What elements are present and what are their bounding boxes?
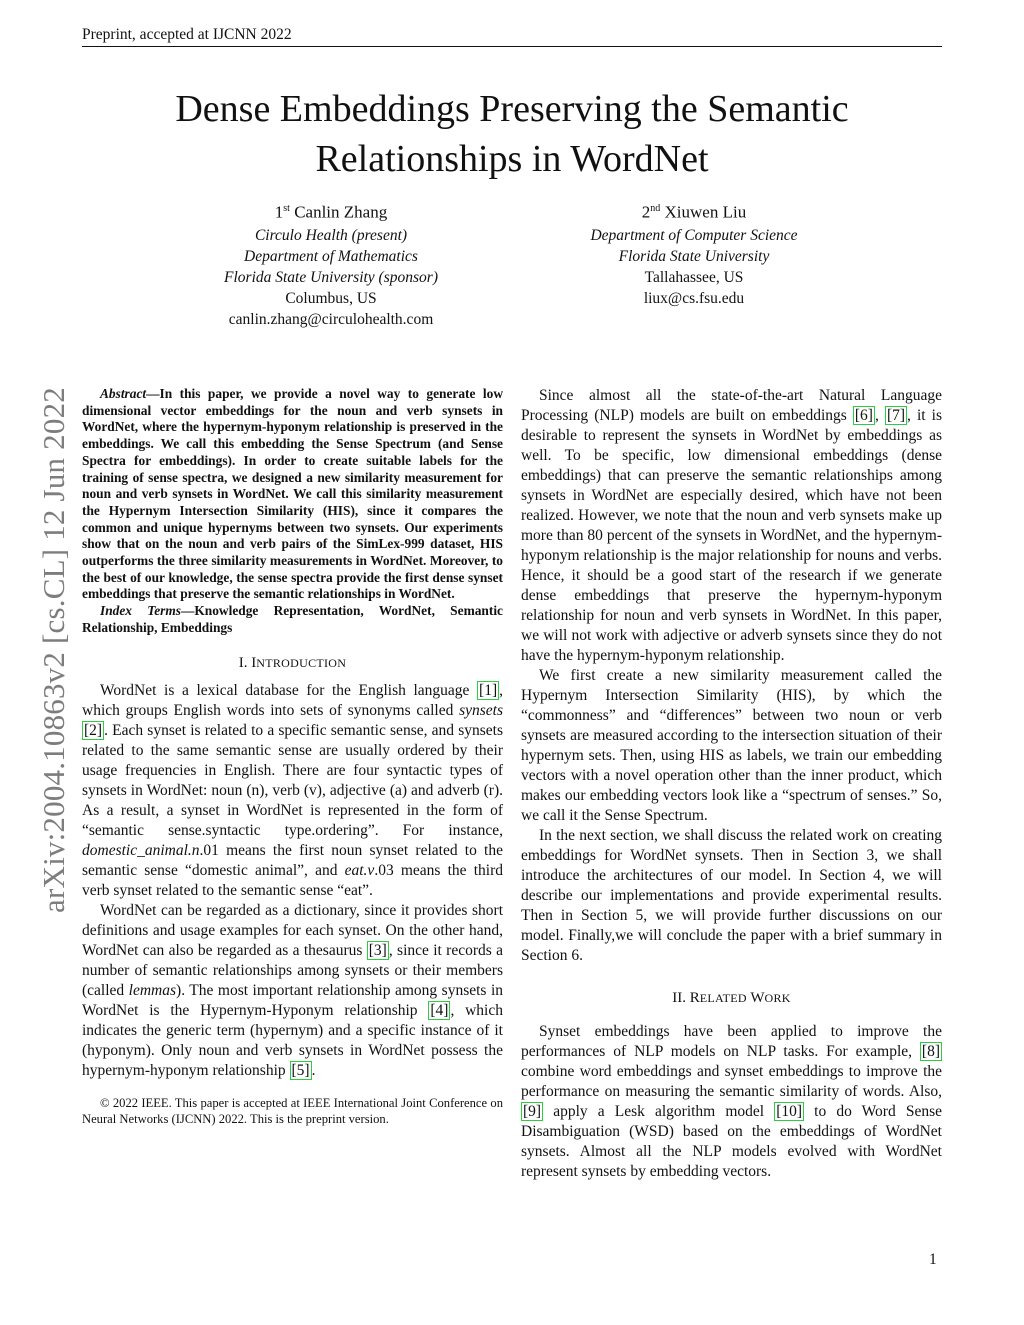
page-number: 1 (929, 1251, 937, 1268)
author-affiliation: Circulo Health (present) (254, 226, 408, 244)
citation-link[interactable]: [10] (776, 1103, 803, 1120)
author-location: Tallahassee, US (644, 268, 744, 286)
right-column (521, 386, 942, 1182)
author-location: Columbus, US (285, 289, 377, 307)
paper-title (0, 84, 1024, 184)
citation-link[interactable]: [5] (291, 1061, 310, 1079)
right-paragraph-3: In the next section, we shall discuss the related work on creating embeddings for WordNet synsets. Then in Section 3, we shall introduce the architectures of our model. In Section 4, we will describe our implementations and provide experimental results. Then in Section 5, we will provide further discussions on our model. Finally,we will conclude the paper with a brief summary in Section 6. (521, 827, 942, 964)
author-name: 1st Canlin Zhang (274, 202, 388, 222)
author-block-2 (529, 198, 859, 309)
title-line-1: Dense Embeddings Preserving the Semantic (175, 88, 849, 130)
citation-link[interactable]: [6] (854, 407, 873, 424)
citation-link[interactable]: [7] (886, 407, 906, 424)
author-block-1 (166, 198, 496, 330)
intro-paragraph-2: WordNet can be regarded as a dictionary, since it provides short definitions and usage examples for each synset. On the other hand, WordNet can also be regarded as a thesaurus [3] , since it records a number of semantic relationships among synsets or their members (called lemmas). The most important relationship among synsets in WordNet is the Hypernym-Hyponym relationship [4] , which indicates the generic term (hypernym) and a specific instance of it (hyponym). Only noun and verb synsets in WordNet possess the hypernym-hyponym relationship [5] . (82, 901, 503, 1079)
left-column (82, 386, 503, 1127)
title-line-2: Relationships in WordNet (315, 138, 709, 180)
citation-link[interactable]: [4] (430, 1001, 449, 1019)
section-heading-related-work: II. RELATED WORK (672, 990, 791, 1006)
right-paragraph-2: We first create a new similarity measurement called the Hypernym Intersection Similarity (HIS), by which the “commonness” and “differences” between two noun or verb synsets are measured according to the intersection situation of their hypernym sets. Then, using HIS as labels, we train our embedding vectors with a novel operation other than the inner product, which makes our embedding vectors look like a “spectrum of senses.” So, we call it the Sense Spectrum. (521, 667, 942, 824)
running-header: Preprint, accepted at IJCNN 2022 (82, 26, 292, 43)
arxiv-stamp: arXiv:2004.10863v2 [cs.CL] 12 Jun 2022 (36, 387, 71, 913)
author-affiliation: Florida State University (618, 247, 770, 265)
citation-link[interactable]: [2] (84, 721, 103, 739)
related-work-paragraph: Synset embeddings have been applied to improve the performances of NLP models on NLP tasks. For example, [8] combine word embeddings and synset embeddings to improve the performance on measuring the semantic similarity of words. Also, [9] apply a Lesk algorithm model [10] to do Word Sense Disambiguation (WSD) based on the embeddings of WordNet synsets. Almost all the NLP models evolved with WordNet represent synsets by embedding vectors. (521, 1023, 942, 1180)
index-terms: Index Terms—Knowledge Representation, WordNet, Semantic Relationship, Embeddings (82, 603, 503, 635)
citation-link[interactable]: [9] (523, 1103, 542, 1120)
author-email: canlin.zhang@circulohealth.com (228, 310, 434, 328)
author-affiliation: Department of Mathematics (244, 247, 418, 265)
author-affiliation: Florida State University (sponsor) (224, 268, 438, 286)
section-heading-introduction: I. INTRODUCTION (238, 654, 347, 671)
copyright-footnote: © 2022 IEEE. This paper is accepted at IEEE International Joint Conference on Neural Networks (IJCNN) 2022. This is the preprint version. (82, 1095, 503, 1126)
citation-link[interactable]: [1] (479, 681, 498, 699)
citation-link[interactable]: [3] (368, 941, 387, 959)
author-email: liux@cs.fsu.edu (643, 289, 745, 307)
header-rule (82, 46, 942, 47)
citation-link[interactable]: [8] (921, 1043, 940, 1060)
right-paragraph-1: Since almost all the state-of-the-art Natural Language Processing (NLP) models are built on embeddings [6] , [7] , it is desirable to represent the synsets in WordNet by embeddings as well. To be specific, low dimensional embeddings (dense embeddings) that can preserve the semantic relationships among synsets in WordNet are especially desired, which have not been realized. However, we note that the noun and verb synsets make up more than 80 percent of the synsets in WordNet, and the hypernym-hyponym relationship is the major relationship for nouns and verbs. Hence, it should be a good start of the research if we generate dense embeddings that preserve the hypernym-hyponym relationship for noun and verb synsets in WordNet. In this paper, we will not work with adjective or adverb synsets since they do not have the hypernym-hyponym relationship. (521, 387, 943, 664)
author-name: 2nd Xiuwen Liu (641, 202, 747, 222)
author-affiliation: Department of Computer Science (590, 226, 798, 244)
abstract: Abstract—In this paper, we provide a novel way to generate low dimensional vector embeddings for the noun and verb synsets in WordNet, where the hypernym-hyponym relationship is preserved in the embeddings. We call this embedding the Sense Spectrum (and Sense Spectra for embeddings). In order to create suitable labels for the training of sense spectra, we designed a new similarity measurement for noun and verb synsets in WordNet. We call this similarity measurement the Hypernym Intersection Similarity (HIS), since it compares the common and unique hypernyms between two synsets. Our experiments show that on the noun and verb pairs of the SimLex-999 dataset, HIS outperforms the three similarity measurements in WordNet. Moreover, to the best of our knowledge, the sense spectra provide the first dense synset embeddings that preserve the semantic relationships in WordNet. (82, 386, 503, 602)
intro-paragraph-1: WordNet is a lexical database for the English language [1] , which groups English words into sets of synonyms called synsets [2] . Each synset is related to a specific semantic sense, and synsets related to the same semantic sense are usually ordered by their usage frequencies in English. There are four syntactic types of synsets in WordNet: noun (n), verb (v), adjective (a) and adverb (r). As a result, a synset in WordNet is represented in the form of “semantic sense.syntactic type.ordering”. For instance, domestic_animal.n.01 means the first noun synset related to the semantic sense “domestic animal”, and eat.v.03 means the third verb synset related to the semantic sense “eat”. (82, 681, 503, 899)
